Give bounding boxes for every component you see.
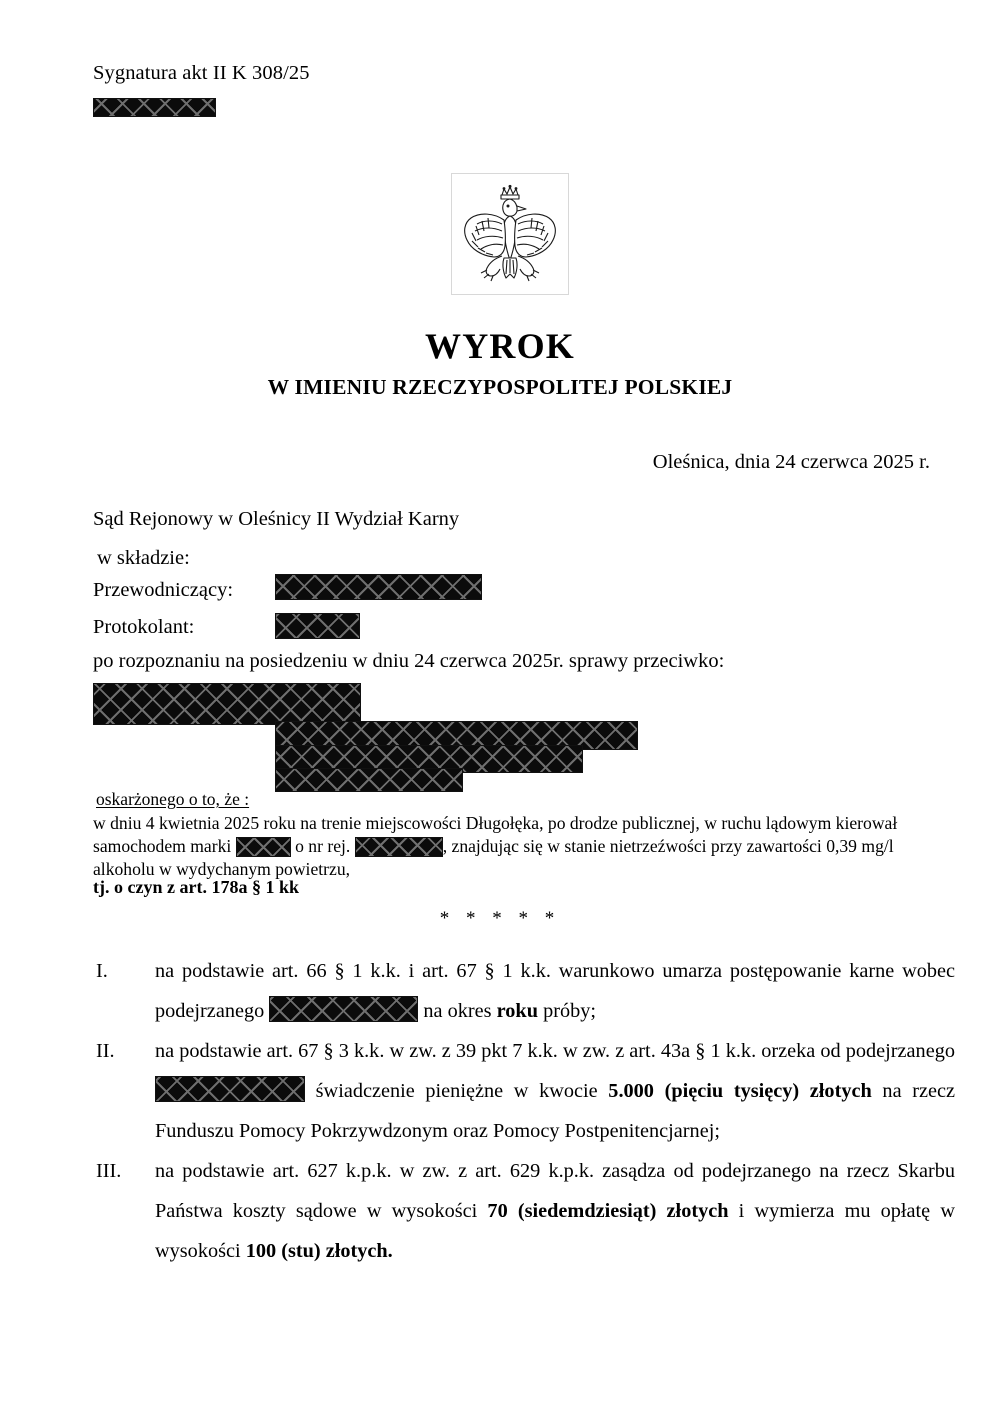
charge-heading: oskarżonego o to, że : xyxy=(96,789,250,809)
charge-text-part-1: w dniu 4 kwietnia 2025 roku na trenie miejscowości Długołęka, po drodze publicznej, w ruchu lądowym kierował samochodem marki xyxy=(93,813,898,856)
court-name: Sąd Rejonowy w Oleśnicy II Wydział Karny xyxy=(93,508,460,530)
presiding-judge-label: Przewodniczący: xyxy=(93,579,234,601)
ruling-1-bold-1: roku xyxy=(496,1000,538,1022)
ruling-numeral: III. xyxy=(96,1160,122,1182)
redacted-case-subtitle xyxy=(93,98,216,117)
place-and-date: Oleśnica, dnia 24 czerwca 2025 r. xyxy=(652,451,930,473)
polish-eagle-coat-of-arms-emblem xyxy=(451,173,569,295)
ruling-2-text-after: na rzecz Funduszu Pomocy Pokrzywdzonym oraz Pomocy Postpenitencjarnej; xyxy=(155,1080,955,1142)
redacted-vehicle-make xyxy=(236,837,291,857)
redacted-presiding-judge-name xyxy=(275,574,482,600)
redacted-recorder-name xyxy=(275,613,360,639)
recorder-label: Protokolant: xyxy=(93,616,195,638)
ruling-item-2 xyxy=(93,1031,955,1151)
eagle-icon xyxy=(458,180,562,288)
ruling-item-1 xyxy=(93,951,955,1031)
ruling-3-text-before: na podstawie art. 627 k.p.k. w zw. z art. 629 k.p.k. zasądza od podejrzanego na rzecz Skarbu Państwa koszty sądowe w wysokości xyxy=(155,1160,955,1222)
ruling-2-text-before: na podstawie art. 67 § 3 k.k. w zw. z 39 pkt 7 k.k. w zw. z art. 43a § 1 k.k. orzeka od podejrzanego xyxy=(155,1040,955,1062)
case-signature: Sygnatura akt II K 308/25 xyxy=(93,62,310,84)
ruling-numeral: I. xyxy=(96,960,108,982)
page-subtitle: W IMIENIU RZECZYPOSPOLITEJ POLSKIEJ xyxy=(267,375,733,399)
redacted-suspect-name-2 xyxy=(155,1076,305,1102)
ruling-1-text-mid: na okres xyxy=(423,1000,492,1022)
asterisk-separator: * * * * * xyxy=(439,908,561,929)
ruling-2-bold-1: 5.000 (pięciu tysięcy) złotych xyxy=(608,1080,872,1102)
charge-text-part-2: o nr rej. xyxy=(295,836,351,856)
rulings-list xyxy=(93,951,955,1271)
charge-article: tj. o czyn z art. 178a § 1 kk xyxy=(93,877,299,897)
ruling-item-3 xyxy=(93,1151,955,1271)
charge-text-part-3: , znajdując się w stanie nietrzeźwości przy zawartości 0,39 mg/l alkoholu w wydychanym powietrzu, xyxy=(93,836,894,879)
ruling-3-text-mid: i wymierza mu opłatę w wysokości xyxy=(155,1200,955,1262)
hearing-line: po rozpoznaniu na posiedzeniu w dniu 24 czerwca 2025r. sprawy przeciwko: xyxy=(93,650,725,672)
ruling-numeral: II. xyxy=(96,1040,115,1062)
redacted-defendant-line-4 xyxy=(275,768,463,792)
ruling-3-bold-1: 70 (siedemdziesiąt) złotych xyxy=(487,1200,729,1222)
redacted-defendant-line-1 xyxy=(93,683,361,725)
charge-description xyxy=(93,812,955,881)
ruling-1-text-after: próby; xyxy=(543,1000,597,1022)
ruling-3-bold-2: 100 (stu) złotych. xyxy=(245,1240,393,1262)
ruling-1-text-before: na podstawie art. 66 § 1 k.k. i art. 67 § 1 k.k. warunkowo umarza postępowanie karne wobec podejrzanego xyxy=(155,960,955,1022)
redacted-suspect-name-1 xyxy=(269,996,418,1022)
ruling-2-text-mid: świadczenie pieniężne w kwocie xyxy=(315,1080,598,1102)
ruling-text xyxy=(155,1031,955,1151)
ruling-text xyxy=(155,951,955,1031)
page-title: WYROK xyxy=(425,326,575,366)
court-composition-label: w składzie: xyxy=(97,547,190,569)
redacted-registration-number xyxy=(355,837,443,857)
ruling-text xyxy=(155,1151,955,1271)
